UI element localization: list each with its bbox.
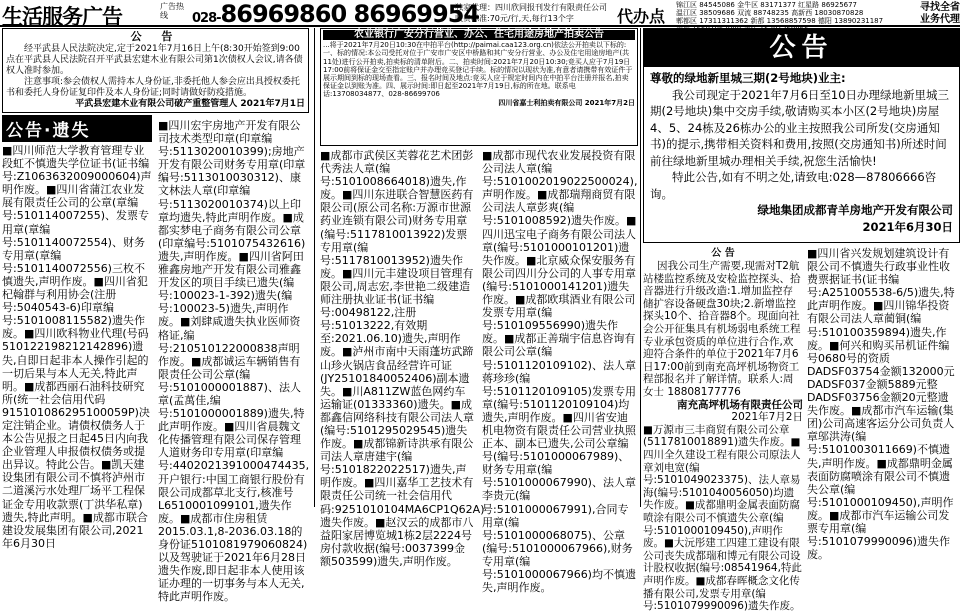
lost-notices-list: ■四川师范大学教育管理专业段虹不慎遗失学位证书(证书编号:Z1063632009000604)声明作废。■四川省蒲江农业发展有限责任公司的公章(章编号:510114007255)、发票专用章(章编号:5101140072554)、财务专用章(章编号:5101140072556)三枚不慎遗失,声明作废。■四川省犯杞翰群与利用协会(注册号:5040543-6)印章编号:5101008115582)遗失作废。■四川欧科物业代理(号码510122198212142896)遗失,自即日起非本人操作引起的一切后果与本人无关,特此声明。■成都西丽石油科技研究所(统一社会信用代码915101086295100059P)决定注销企业。请债权债务人于本公告见报之日起45日内向我企业管理人申报债权债务或提出异议。特此公告。■凯天建设集团有限公司不慎将泸州市二道溪污水处理厂场平工程保证金专用收款票(丁洪华私章)遗失,特此声明。■成都市联合建设发展集团有限公司,2021年6月30日	[2, 144, 152, 550]
auction-notice	[320, 28, 638, 146]
notice-footer: 平武县宏建木业有限公司破产重整管理人 2021年7月1日	[75, 99, 305, 109]
agency-info	[455, 2, 620, 24]
column-middle	[320, 28, 638, 595]
recruit-line: 业务代理	[920, 14, 960, 25]
notice-body: 经平武县人民法院决定,定于2021年7月16日上午(8:30开始签到9:00点在平武县人民法院召开平武县宏建木业有限公司第1次债权人会议,请各债权人准时参加。	[6, 44, 303, 76]
phone-prefix: 028-	[192, 11, 221, 26]
notice-title: 公 告	[130, 30, 181, 43]
lost-notices-list: ■成都市武侯区芙蓉花艺术团彭代秀法人章(编号:5101008664018)遗失,作废。■四川东进联合智慧医药有限公司(原公司名称:万源市世源药业连锁有限公司)财务专用章(编号:5117810013922)发票专用章(编号:5117810013952)遗失作废。■四川元丰建设项目管理有限公司,周志宏,李世艳二级建造师注册执业证书(证书编号:00498122,注册号:51013222,有效期至:2021.06.10)遗失,声明作废。■泸州市南中天雨蓬坊武蹄山珍火锅店食品经营许可证(JY25101840052406)副本遗失。■川A811ZW蓝色网约车运输证(01333360)遗失。■成都鑫信网络科技有限公司法人章(编号:5101295029545)遗失作废。■成都锦新诗洪承有限公司法人章唐建宇(编号:5101822022517)遗失,声明作废。■四川嘉华工艺技术有限责任公司统一社会信用代码:9251010104MA6CP1Q62A)遗失作废。■赵汉云的成都市八益阳家居博览城1栋2层2224号房付款收据(编号:0037399金额503599)遗失,声明作废。	[320, 149, 485, 568]
property-handover-notice	[643, 28, 960, 243]
lower-right-area	[643, 247, 960, 613]
masthead-title: 生活服务广告	[2, 5, 122, 29]
contact-line: 温江区 38509686 双流 88748235 高新西 18030870828	[676, 9, 864, 17]
small-notice-body: 因我公司生产需要,现需对T2航站楼监控系统及安检监控探头、拾音器进行升级改造:1.增加监控存储扩容设备硬盘30块;2.新增监控探头10个、拾音器8个。现面向社会公开征集具有机场弱电系统工程专业承包资质的单位进行合作,欢迎符合条件的单位于2021年7月6日17:00前到南充高坪机场物资工程部报名并了解详情。联系人:周女士 18808177776	[643, 260, 801, 399]
lost-notices-banner: 公告·遗失	[2, 115, 152, 142]
lost-notices-list: ■万源市三丰商贸有限公司公章(5117810018891)遗失作废。■四川全久建设工程有限公司原法人章刘电宽(编号:5101049023375)、法人章易海(编号:5101040056050)均遗失作废。■成都鼎明金属表面防腐喷涂有限公司不慎遗失公章(编号:5101000109450),声明作废。■大沅彤建工四建工建设有限公司丧失成都瑞和博元有限公司设计股权收据(编号:08541964,特此声明作废。■成都春晖概念文化传播有限公司,发票专用章(编号:5101079990096)遗失作废。	[643, 423, 802, 613]
big-notice-body: 我公司现定于2021年7月6日至10日办理绿地新里城三期(2号地块)集中交房手续,敬请购买本小区(2号地块)房屋4、5、24栋及26栋办公的业主按照我公司所发(交房通知书)的提示,携带相关资料和费用,按照(交房通知书)所述时间前往绿地新里城办理相关手续,祝您生活愉快!	[650, 87, 950, 168]
contact-line: 郫都区 17311311362 新都 13568857598 德阳 13890231187	[676, 17, 884, 25]
big-notice-signature: 绿地集团成都青羊房地产开发有限公司	[757, 203, 953, 217]
big-notice-note: 特此公告,如有不明之处,请致电:028—87806666咨询。	[650, 170, 937, 201]
auction-title: 农业银行广安分行营业、办公、住宅用途房地产拍卖公告	[323, 30, 635, 40]
price-line: 收费标准:70元/行,天,每行13个字	[455, 14, 574, 23]
phone-number-1: 86969860	[220, 0, 347, 28]
agent-label: 代办点	[617, 7, 666, 26]
phone-number-2: 86969954	[353, 0, 480, 28]
airport-notice	[643, 247, 803, 613]
recruit-line: 寻找全省	[920, 2, 960, 13]
contact-line: 锦江区 84545086 金牛区 83171377 红星路 86925677	[676, 1, 858, 9]
big-notice-date: 2021年6月30日	[862, 219, 953, 234]
hotline-numbers	[192, 0, 479, 28]
lost-notices-list: ■四川省兴发规划建筑设计有限公司不慎遗失行政事业性收费票据证书(证书编号:A251005538-6/5)遗失,特此声明作废。■四川锦华投资有限公司法人章蔺铜(编号:510100359894)遗失,作废。■何兴和购买吊机证件编号0680号的资质DADSF03754金额132000元DADSF037金额5889元整DADSF03756金额20元整遗失作废。■成都市汽车运输(集团)公司高速客运分公司负责人章邬洪涛(编号:5101003011669)不慎遗失,声明作废。■成都鼎明金属表面防腐喷涂有限公司不慎遗失公章(编号:5101000109450),声明作废。■成都市汽车运输公司发票专用章(编号:5101079990096)遗失作废。	[807, 247, 955, 562]
recruit-agents	[910, 2, 960, 26]
auction-footer: 四川省嘉士利拍卖有限公司 2021年7月2日	[498, 98, 635, 107]
court-notice	[2, 28, 309, 113]
lost-notices-list: ■四川宏宇房地产开发有限公司技术类型印章(印章编号:5113020010399);房地产开发有限公司财务专用章(印章编号:5113010030312)、康文林法人章(印章编号:5113020010374)以上印章均遗失,特此声明作废。■成都实梦电子商务有限公司公章(印章编号:5101075432616)遗失,声明作废。■四川省阿田雅鑫房地产开发有限公司雅鑫开发区的项目手续已遗失(编号:100023-1-392)遗失(编号:100023-5)遗失,声明作废。■刘肆咸遗失执业医师资格证,编号:210510122000838声明作废。■成都诚运车辆销售有限责任公司公章(编号:5101000001887)、法人章(孟萬佳,编号:5101000001889)遗失,特此声明作废。■四川省晨魏文化传播管理有限公司保存管理人道财务印专用章(印章编号:4402021391000474435,开户银行:中国工商银行股份有限公司成都草北支行,核准号L6510001099101,遗失作废。■成都市住房租赁2015.03.1,8-2036.03.18的身份证5101081979060824)以及驾驶证于2021年6月28日遗失作废,即日起非本人使用该证办理的一切事务与本人无关,特此声明作废。	[158, 119, 310, 604]
agency-line: 独家代理：四川欣同报刊发行有限责任公司	[455, 3, 607, 12]
masthead	[0, 0, 960, 27]
small-notice-title: 公 告	[711, 248, 735, 259]
column-divider	[314, 28, 315, 507]
hotline-label: 广告热线	[160, 2, 184, 20]
big-notice-title: 公告	[644, 29, 959, 67]
small-notice-date: 2021年7月2日	[731, 411, 803, 424]
lost-notices-area	[320, 149, 638, 595]
small-notice-signature: 南充高坪机场有限责任公司	[677, 398, 803, 411]
big-notice-greeting: 尊敬的绿地新里城三期(2号地块)业主:	[650, 71, 846, 85]
lost-notices-list: ■成都市现代农业发展投资有限公司法人章(编号:5101002019022500024),声明作废。■成都瑞翔商贸有限公司法人章彭爽(编号:5101008592)遗失作废。■四川迅宝电子商务有限公司法人章(编号:5101000101201)遗失作废。■北京威众保安服务有限公司四川分公司的人事专用章(编号:5101000141201)遗失作废。■成都欧琪酒业有限公司发票专用章(编号:510109556990)遗失作废。■成都正善瑞宇信息咨询有限公司公章(编号:5101120109102)、法人章蒋珍珍(编号:5101120109105)发票专用章(编号:5101120109104)均遗失,声明作废。■四川省安迪机电物资有限责任公司营业执照正本、副本已遗失,公司公章编号(编号:5101000067989)、财务专用章(编号:5101000067990)、法人章李贵元(编号:5101000067991),合同专用章(编号:5101000068075)、公章(编号:5101000067966),财务专用章(编号:5101000067966)均不慎遗失,声明作废。	[482, 149, 638, 595]
notice-note: 注意事项:参会债权人需持本人身份证,非委托他人参会应出具授权委托书和委托人身份证复印件及本人身份证;同时请做好防疫措施。	[6, 77, 300, 98]
column-left	[2, 28, 310, 604]
column-divider	[640, 28, 641, 507]
auction-body: ...将于2021年7月20日10:30在中拍平台(http://paimai.caa123.org.cn)依法公开拍卖以下标的:一、标的情况:本公司受托对位于广安市广安区中桥路和其广安分行营业、办公及住宅用途房地产(共11处)进行公开拍卖,拍卖标的清单附后。二、拍卖时间:2021年7月20日10:30;竞买人应于7月19日17:00前将保证金交至指定账户并办理竞买登记手续。标的情况以现状为准,有意者请携带有效证件于展示期间到标的现场查看。三、报名时间及地点:竞买人应于规定时间内在中拍平台注册并报名,拍卖保证金以到账为准。四、展示时间:即日起至2021年7月19日,标的所在地。联系电话:13708034877、028-86699706	[323, 41, 633, 99]
column-right	[643, 28, 960, 613]
